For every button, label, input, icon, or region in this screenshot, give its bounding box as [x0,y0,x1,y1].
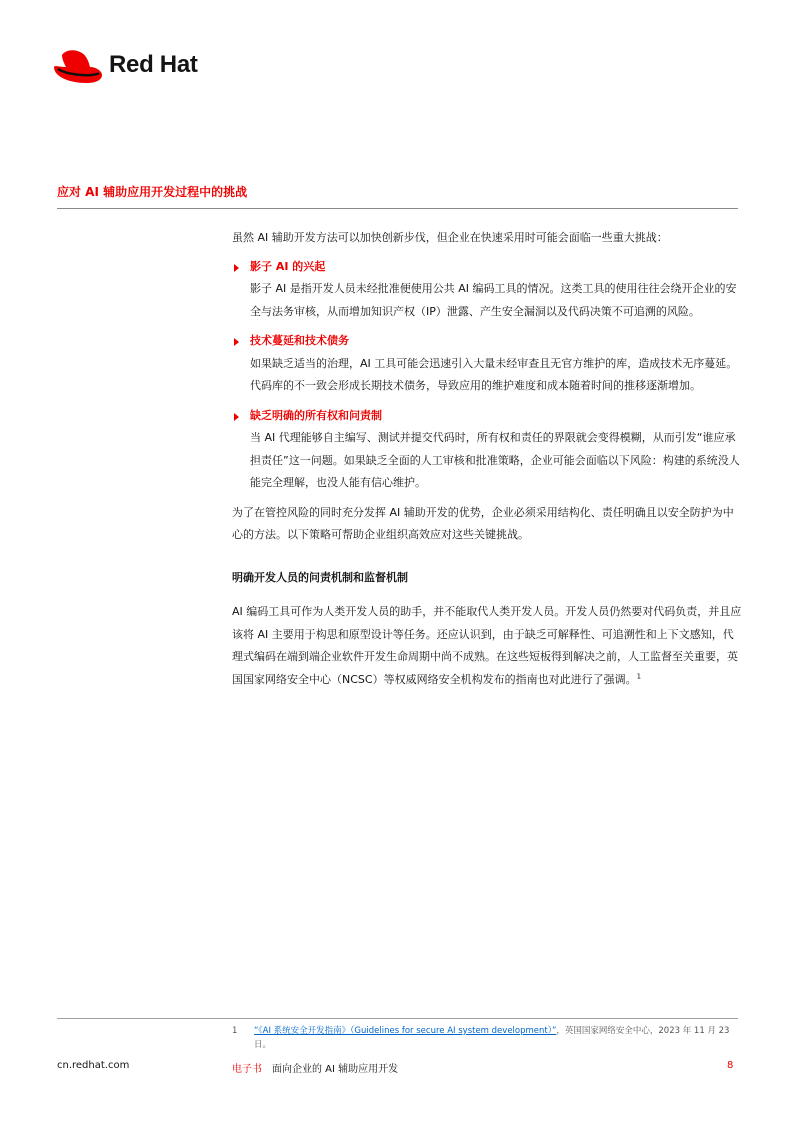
accountability-text: AI 编码工具可作为人类开发人员的助手，并不能取代人类开发人员。开发人员仍然要对代码负责，并且应该将 AI 主要用于构思和原型设计等任务。还应认识到，由于缺乏可解释性、可追溯性和上下文感知，代理式编码在端到端企业软件开发生命周期中尚不成熟。在这些短板得到解决之前，人工监督至关重要，英国国家网络安全中心（NCSC）等权威网络安全机构发布的指南也对此进行了强调。 [232,605,742,686]
footnote-number: 1 [232,1026,238,1036]
red-hat-fedora-icon [52,47,104,87]
bullet-body: 当 AI 代理能够自主编写、测试并提交代码时，所有权和责任的界限就会变得模糊，从而引发“谁应承担责任”这一问题。如果缺乏全面的人工审核和批准策略，企业可能会面临以下风险：构建的系统没人能完全理解，也没人能有信心维护。 [250,431,740,489]
bullet-triangle-icon [234,264,239,272]
footnote-reference[interactable]: 1 [636,671,642,680]
intro-text: 虽然 AI 辅助开发方法可以加快创新步伐，但企业在快速采用时可能会面临一些重大挑战： [232,231,668,244]
bullet-item [232,330,742,398]
bullet-body: 如果缺乏适当的治理，AI 工具可能会迅速引入大量未经审查且无官方维护的库，造成技术无序蔓延。代码库的不一致会形成长期技术债务，导致应用的维护难度和成本随着时间的推移逐渐增加。 [250,356,738,392]
bullet-title: 影子 AI 的兴起 [250,259,326,273]
accountability-paragraph [232,601,742,691]
footer-title [232,1060,398,1075]
footnote-divider [57,1018,738,1019]
brand-name: Red Hat [109,51,198,78]
subheading: 明确开发人员的问责机制和监督机制 [232,570,408,584]
bullet-item [232,256,742,324]
footer-url[interactable]: cn.redhat.com [57,1060,130,1071]
footnote [232,1024,742,1052]
bullet-triangle-icon [234,338,239,346]
footer-doc-title: 面向企业的 AI 辅助应用开发 [272,1064,399,1075]
footnote-suffix: ，英国国家网络安全中心，2023 年 11 月 23 日。 [254,1026,730,1050]
strategy-paragraph: 为了在管控风险的同时充分发挥 AI 辅助开发的优势，企业必须采用结构化、责任明确且以安全防护为中心的方法。以下策略可帮助企业组织高效应对这些关键挑战。 [232,505,734,541]
main-content [232,227,742,691]
footer-ebook-label: 电子书 [232,1064,262,1075]
bullet-title: 缺乏明确的所有权和问责制 [250,408,382,422]
bullet-title: 技术蔓延和技术债务 [250,334,349,347]
footnote-link[interactable]: “《AI 系统安全开发指南》（Guidelines for secure AI system development）” [254,1026,557,1036]
bullet-item [232,405,742,495]
bullet-body: 影子 AI 是指开发人员未经批准便使用公共 AI 编码工具的情况。这类工具的使用往往会绕开企业的安全与法务审核，从而增加知识产权（IP）泄露、产生安全漏洞以及代码决策不可追溯的风险。 [250,282,737,318]
section-divider [57,208,738,209]
red-hat-logo[interactable] [52,47,222,87]
page-number: 8 [727,1060,734,1071]
section-title: 应对 AI 辅助应用开发过程中的挑战 [57,185,248,199]
bullet-triangle-icon [234,413,239,421]
